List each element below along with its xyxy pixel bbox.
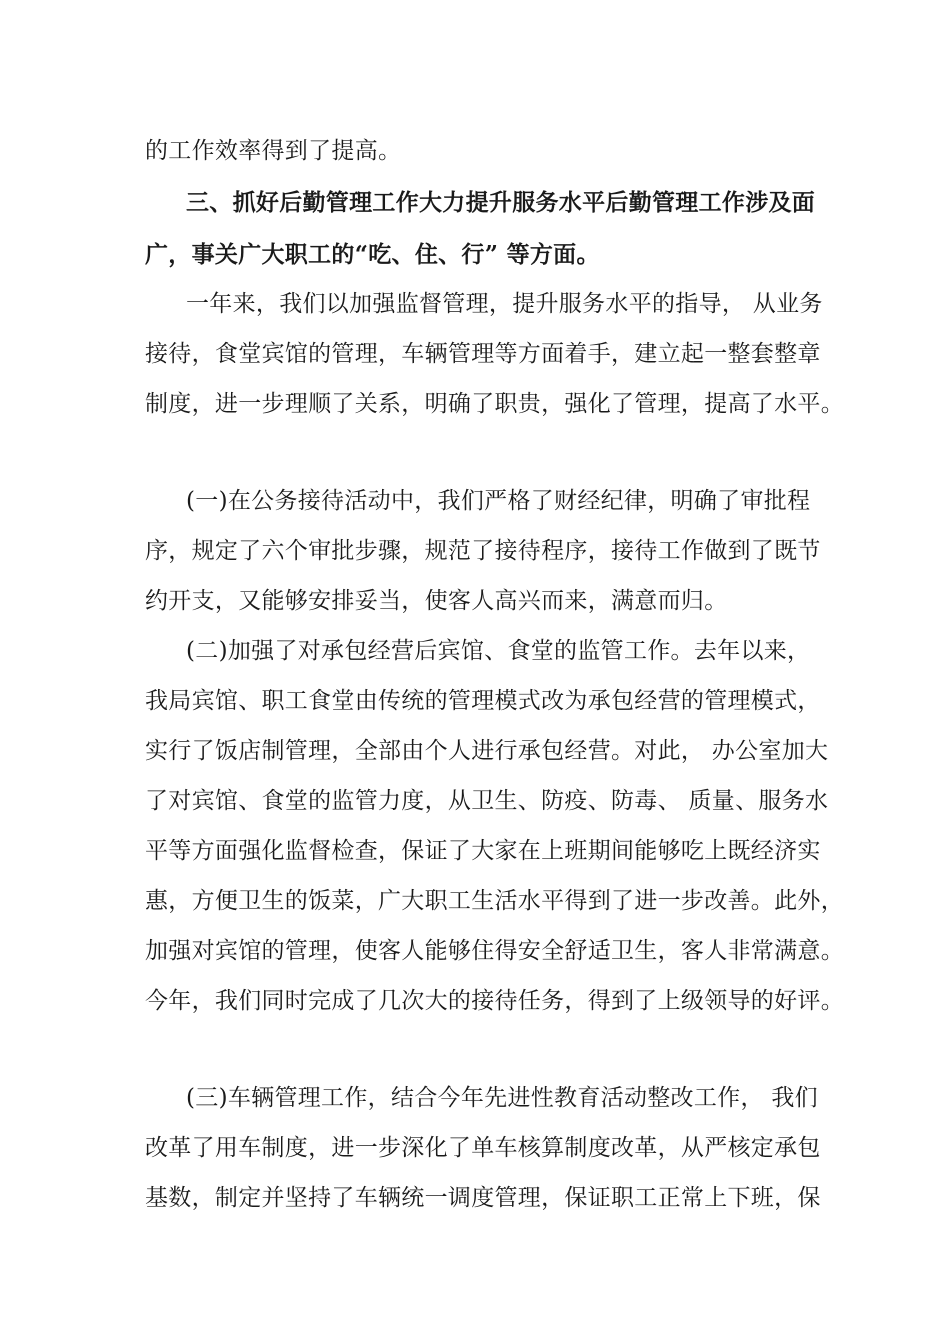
paragraph-line: 加强对宾馆的管理，使客人能够住得安全舒适卫生，客人非常满意。 <box>145 938 844 964</box>
paragraph-line: (二)加强了对承包经营后宾馆、食堂的监管工作。去年以来， <box>186 638 811 664</box>
paragraph-line: 序，规定了六个审批步骤，规范了接待程序，接待工作做到了既节 <box>145 538 821 564</box>
paragraph-line: 了对宾馆、食堂的监管力度，从卫生、防疫、防毒、 质量、服务水 <box>145 788 829 814</box>
paragraph-line: 约开支，又能够安排妥当，使客人高兴而来，满意而归。 <box>145 588 728 614</box>
paragraph-line: 今年，我们同时完成了几次大的接待任务，得到了上级领导的好评。 <box>145 988 844 1014</box>
paragraph-line: 平等方面强化监督检查，保证了大家在上班期间能够吃上既经济实 <box>145 838 821 864</box>
paragraph-line: 惠，方便卫生的饭菜，广大职工生活水平得到了进一步改善。此外， <box>145 888 844 914</box>
section-heading-line: 广，事关广大职工的“吃、住、行” 等方面。 <box>145 241 600 268</box>
paragraph-line: 实行了饭店制管理，全部由个人进行承包经营。对此， 办公室加大 <box>145 738 829 764</box>
paragraph-line: 改革了用车制度，进一步深化了单车核算制度改革，从严核定承包 <box>145 1135 821 1161</box>
section-heading-line: 三、抓好后勤管理工作大力提升服务水平后勤管理工作涉及面 <box>186 189 816 216</box>
paragraph-line: 制度，进一步理顺了关系，明确了职贵，强化了管理，提高了水平。 <box>145 391 844 417</box>
paragraph-line: 一年来，我们以加强监督管理，提升服务水平的指导， 从业务 <box>186 291 823 317</box>
paragraph-line: 接待，食堂宾馆的管理，车辆管理等方面着手，建立起一整套整章 <box>145 341 821 367</box>
paragraph-line: 我局宾馆、职工食堂由传统的管理模式改为承包经营的管理模式， <box>145 688 821 714</box>
paragraph-line: (一)在公务接待活动中，我们严格了财经纪律，明确了审批程 <box>186 488 811 514</box>
paragraph-line: 基数，制定并坚持了车辆统一调度管理，保证职工正常上下班，保 <box>145 1185 821 1211</box>
paragraph-line: (三)车辆管理工作，结合今年先进性教育活动整改工作， 我们 <box>186 1085 818 1111</box>
paragraph-line: 的工作效率得到了提高。 <box>145 138 402 164</box>
